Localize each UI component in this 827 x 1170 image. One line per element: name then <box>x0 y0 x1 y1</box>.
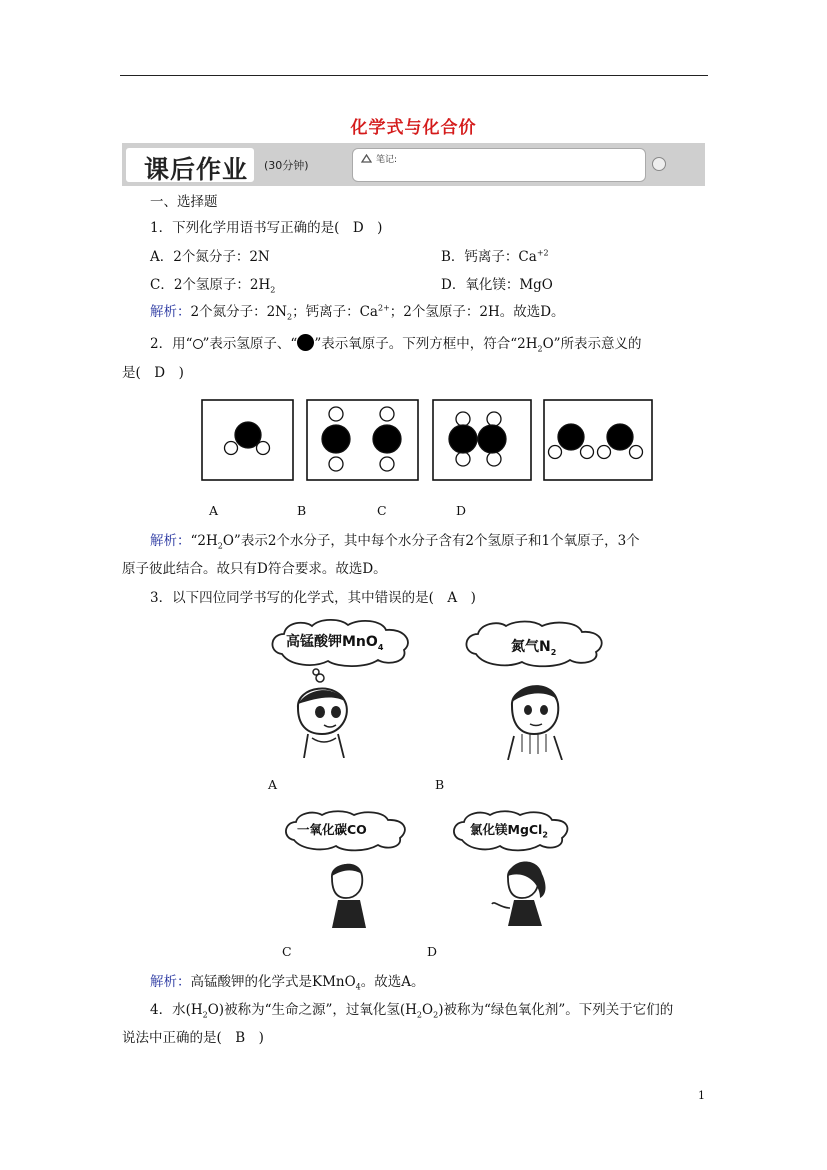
q1-analysis: 解析：2个氮分子：$2N_2$；钙离子：$Ca^{2+}$；2个氢原子：2H。故选D。 <box>150 303 565 322</box>
q1-option-b: B．钙离子：$Ca^{+2}$ <box>441 248 549 265</box>
banner-label-box <box>126 148 254 182</box>
cloud-a-text: 高锰酸钾MnO$_4$ <box>286 634 384 652</box>
molecule-diagram <box>200 398 656 482</box>
q4-stem-line1: 4．水$(H_2O)$被称为“生命之源”，过氧化氢$(H_2O_2)$被称为“绿色氧化剂”。下列关于它们的 <box>150 1002 674 1020</box>
recycle-icon <box>361 154 372 163</box>
c-oxygen-2 <box>478 425 506 453</box>
d-hydrogen-1 <box>549 446 562 459</box>
b-oxygen-1 <box>322 425 350 453</box>
pin-icon <box>652 157 666 171</box>
q3-label-d: D <box>427 944 438 959</box>
q3-label-a: A <box>268 777 278 792</box>
notes-field[interactable] <box>352 148 646 182</box>
c-hydrogen-4 <box>487 452 501 466</box>
student-a-figure <box>278 668 368 758</box>
d-oxygen-2 <box>607 424 633 450</box>
q4-stem-line2: 说法中正确的是( B ) <box>122 1030 264 1046</box>
q3-analysis: 解析：高锰酸钾的化学式是KMnO$_4$。故选A。 <box>150 974 425 992</box>
b-hydrogen-3 <box>329 457 343 471</box>
d-hydrogen-4 <box>630 446 643 459</box>
homework-banner <box>122 143 705 186</box>
q3-label-c: C <box>282 944 292 959</box>
notes-label: 笔记: <box>376 155 398 165</box>
q3-label-b: B <box>435 777 445 792</box>
page-title: 化学式与化合价 <box>350 118 477 138</box>
cloud-d-text: 氯化镁MgCl$_2$ <box>470 822 548 840</box>
d-hydrogen-3 <box>598 446 611 459</box>
b-oxygen-2 <box>373 425 401 453</box>
q1-option-c: C．2个氢原子：$2H_2$ <box>150 277 276 295</box>
q1-option-a: A．2个氮分子：2N <box>150 249 270 265</box>
q2-label-c: C <box>377 503 387 518</box>
a-hydrogen-2 <box>257 442 270 455</box>
q2-analysis-line1: 解析：“$2H_2O$”表示2个水分子，其中每个水分子含有2个氢原子和1个氧原子，3个 <box>150 533 640 551</box>
page-number: 1 <box>698 1089 705 1102</box>
q2-stem-line1: 2．用“ ”表示氢原子、“ ”表示氧原子。下列方框中，符合“$2H_2O$”所表示意义的 <box>150 336 642 354</box>
b-hydrogen-4 <box>380 457 394 471</box>
q2-label-a: A <box>209 503 219 518</box>
oxygen-atom-icon <box>297 334 314 351</box>
section-heading: 一、选择题 <box>150 194 218 210</box>
c-oxygen-1 <box>449 425 477 453</box>
q1-stem: 1．下列化学用语书写正确的是( D ) <box>150 220 383 236</box>
student-b-figure <box>500 672 570 760</box>
q2-label-b: B <box>297 503 307 518</box>
c-hydrogen-2 <box>487 412 501 426</box>
b-hydrogen-2 <box>380 407 394 421</box>
a-hydrogen-1 <box>225 442 238 455</box>
header-rule <box>120 75 708 76</box>
c-hydrogen-1 <box>456 412 470 426</box>
c-hydrogen-3 <box>456 452 470 466</box>
b-hydrogen-1 <box>329 407 343 421</box>
banner-duration: (30分钟) <box>264 159 309 172</box>
student-c-figure <box>322 856 372 928</box>
banner-title: 课后作业 <box>144 155 249 184</box>
d-oxygen-1 <box>558 424 584 450</box>
cloud-c-text: 一氧化碳CO <box>297 822 367 837</box>
q3-stem: 3．以下四位同学书写的化学式，其中错误的是( A ) <box>150 590 476 606</box>
student-d-figure <box>488 852 554 926</box>
cloud-b-text: 氮气$N_2$ <box>511 639 557 657</box>
q2-label-d: D <box>456 503 467 518</box>
d-hydrogen-2 <box>581 446 594 459</box>
hydrogen-atom-icon <box>193 339 203 349</box>
q2-stem-line2: 是( D ) <box>122 365 184 381</box>
q1-option-d: D．氧化镁：MgO <box>441 277 553 293</box>
q2-analysis-line2: 原子彼此结合。故只有D符合要求。故选D。 <box>122 561 387 577</box>
